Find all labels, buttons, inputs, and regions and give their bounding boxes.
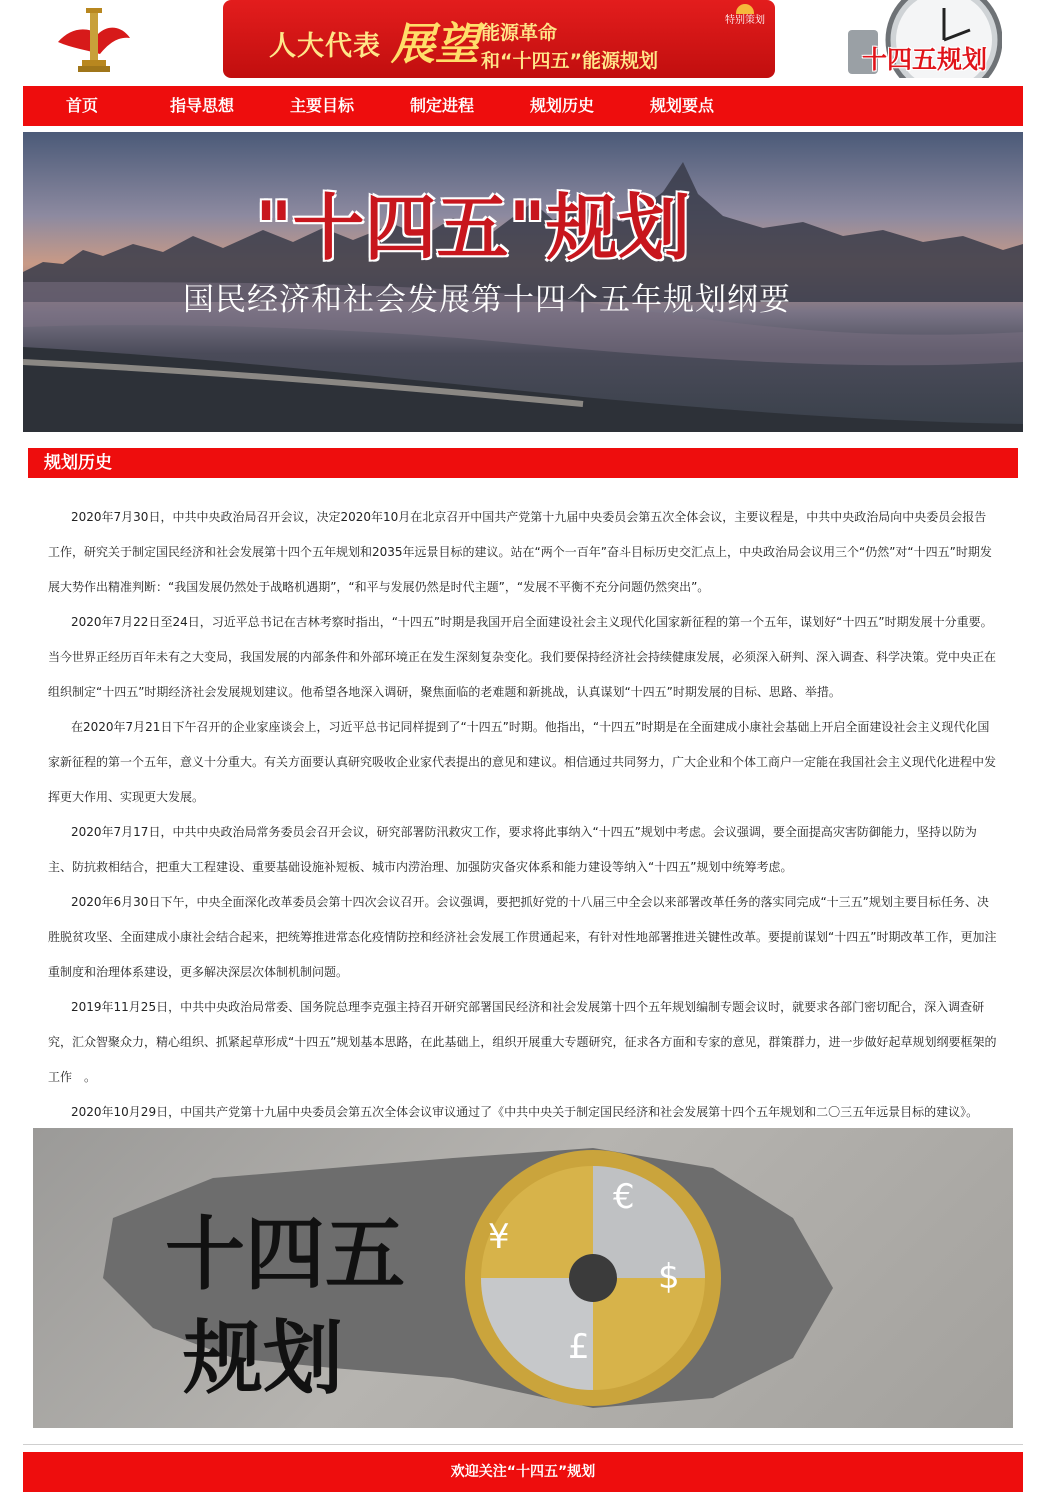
illustration-text-1: 十四五 bbox=[165, 1207, 405, 1301]
article-paragraph: 2019年11月25日，中共中央政治局常委、国务院总理李克强主持召开研究部署国民经济和社会发展第十四个五年规划编制专题会议时，就要求各部门密切配合，深入调查研究，汇众智聚众力，精心组织、抓紧起草形成“十四五”规划基本思路，在此基础上，组织开展重大专题研究，征求各方面和专家的意见，群策群力，进一步做好起草规划纲要框架的工作 。 bbox=[48, 1000, 997, 1084]
sun-logo-icon bbox=[736, 4, 754, 14]
banner-line1: 能源革命 bbox=[481, 22, 558, 44]
tiananmen-emblem-icon bbox=[52, 4, 136, 76]
article-paragraph: 2020年7月17日，中共中央政治局常务委员会召开会议，研究部署防汛救灾工作，要求将此事纳入“十四五”规划中考虑。会议强调，要全面提高灾害防御能力，坚持以防为主、防抗救相结合，把重大工程建设、重要基础设施补短板、城市内涝治理、加强防灾备灾体系和能力建设等纳入“十四五”规划中统筹考虑。 bbox=[48, 825, 977, 874]
main-nav bbox=[23, 86, 1023, 126]
article-paragraph: 2020年7月22日至24日，习近平总书记在吉林考察时指出，“十四五”时期是我国开启全面建设社会主义现代化国家新征程的第一个五年，谋划好“十四五”时期发展十分重要。当今世界正经历百年未有之大变局，我国发展的内部条件和外部环境正在发生深刻复杂变化。我们要保持经济社会持续健康发展，必须深入研判、深入调查、科学决策。党中央正在组织制定“十四五”时期经济社会发展规划建议。他希望各地深入调研，聚焦面临的老难题和新挑战，认真谋划“十四五”时期发展的目标、思路、举措。 bbox=[48, 615, 997, 699]
banner-main-text: 人大代表 bbox=[269, 31, 381, 62]
section-heading-bar bbox=[28, 448, 1018, 478]
hero-title: "十四五"规划 bbox=[255, 186, 691, 270]
nav-item-formulation-process[interactable]: 制定进程 bbox=[410, 96, 475, 115]
top-header bbox=[0, 0, 1045, 86]
illustration-text-2: 规划 bbox=[183, 1311, 343, 1405]
article-paragraph: 2020年6月30日下午，中央全面深化改革委员会第十四次会议召开。会议强调，要把抓好党的十八届三中全会以来部署改革任务的落实同完成“十三五”规划主要目标任务、决胜脱贫攻坚、全面建成小康社会结合起来，把统筹推进常态化疫情防控和经济社会发展工作贯通起来，有针对性地部署推进关键性改革。要提前谋划“十四五”时期改革工作，更加注重制度和治理体系建设，更多解决深层次体制机制问题。 bbox=[48, 895, 997, 979]
svg-text:¥: ¥ bbox=[488, 1217, 510, 1257]
nav-item-main-goals[interactable]: 主要目标 bbox=[290, 96, 355, 115]
banner-line2: 和“十四五”能源规划 bbox=[481, 50, 658, 72]
hero-subtitle: 国民经济和社会发展第十四个五年规划纲要 bbox=[183, 282, 791, 318]
footer-bar bbox=[23, 1452, 1023, 1492]
svg-text:$: $ bbox=[658, 1257, 680, 1297]
svg-text:€: € bbox=[613, 1177, 635, 1217]
planning-gear-illustration bbox=[33, 1128, 1013, 1428]
nav-item-planning-history[interactable]: 规划历史 bbox=[530, 96, 595, 115]
hero-banner bbox=[23, 132, 1023, 432]
section-title: 规划历史 bbox=[44, 453, 112, 473]
special-feature-banner[interactable] bbox=[223, 0, 775, 78]
nav-item-guiding-ideology[interactable]: 指导思想 bbox=[170, 96, 235, 115]
svg-text:£: £ bbox=[568, 1327, 590, 1367]
nav-item-home[interactable]: 首页 bbox=[66, 96, 99, 115]
banner-logo-text: 特别策划 bbox=[725, 15, 765, 26]
article-paragraph: 2020年10月29日，中国共产党第十九届中央委员会第五次全体会议审议通过了《中共中央关于制定国民经济和社会发展第十四个五年规划和二〇三五年远景目标的建议》。 bbox=[71, 1105, 979, 1119]
footer-text: 欢迎关注“十四五”规划 bbox=[450, 1464, 596, 1480]
clock-label: 十四五规划 bbox=[862, 45, 988, 74]
clock-logo bbox=[846, 0, 1002, 78]
article-paragraph: 2020年7月30日，中共中央政治局召开会议，决定2020年10月在北京召开中国共产党第十九届中央委员会第五次全体会议，主要议程是，中共中央政治局向中央委员会报告工作，研究关于制定国民经济和社会发展第十四个五年规划和2035年远景目标的建议。站在“两个一百年”奋斗目标历史交汇点上，中央政治局会议用三个“仍然”对“十四五”时期发展大势作出精准判断：“我国发展仍然处于战略机遇期”，“和平与发展仍然是时代主题”，“发展不平衡不充分问题仍然突出”。 bbox=[48, 510, 992, 594]
article-body bbox=[48, 500, 998, 1130]
banner-logo bbox=[725, 4, 765, 27]
banner-highlight-text: 展望 bbox=[391, 19, 479, 70]
footer-divider bbox=[23, 1444, 1023, 1445]
article-paragraph: 在2020年7月21日下午召开的企业家座谈会上，习近平总书记同样提到了“十四五”时期。他指出，“十四五”时期是在全面建成小康社会基础上开启全面建设社会主义现代化国家新征程的第一个五年，意义十分重大。有关方面要认真研究吸收企业家代表提出的意见和建议。相信通过共同努力，广大企业和个体工商户一定能在我国社会主义现代化进程中发挥更大作用、实现更大发展。 bbox=[48, 720, 997, 804]
nav-item-planning-points[interactable]: 规划要点 bbox=[650, 96, 715, 115]
